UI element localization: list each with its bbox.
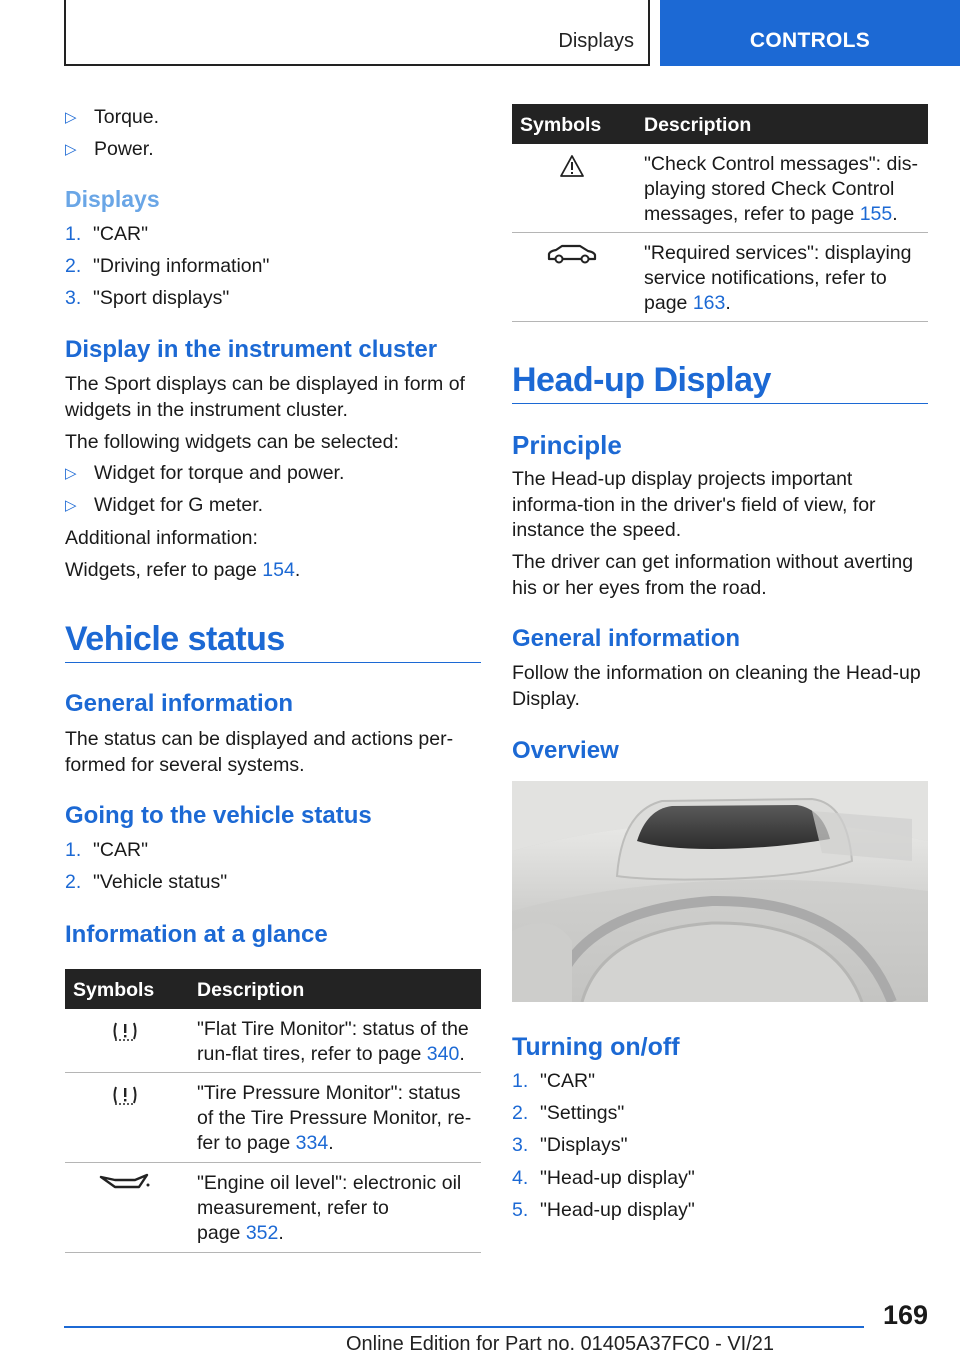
- table-header: [512, 104, 928, 144]
- table-header: [65, 969, 481, 1009]
- list-item: ▷ Power.: [65, 138, 154, 160]
- section-title: Displays: [558, 30, 634, 52]
- principle-paragraph: The Head-up display projects important informa-tion in the driver's field of view, for instance the speed.: [512, 468, 876, 541]
- footer-rule: [64, 1326, 864, 1328]
- list-item: 1. "CAR": [65, 223, 149, 245]
- table-row: [512, 144, 928, 233]
- symbols-table: [512, 104, 928, 322]
- going-heading: Going to the vehicle status: [65, 802, 372, 829]
- service-car-icon: [512, 243, 632, 270]
- bullet-triangle-icon: ▷: [65, 109, 77, 126]
- cluster-heading: Display in the instrument cluster: [65, 336, 438, 363]
- cluster-paragraph: The following widgets can be selected:: [65, 431, 399, 453]
- table-row: [65, 1163, 481, 1253]
- list-item: 2. "Vehicle status": [65, 871, 228, 893]
- bullet-triangle-icon: ▷: [65, 497, 77, 514]
- cluster-paragraph: The Sport displays can be displayed in form of widgets in the instrument cluster.: [65, 373, 465, 421]
- col-symbols: Symbols: [73, 979, 155, 1001]
- col-symbols: Symbols: [520, 114, 602, 136]
- row-description: "Required services": displaying service notifications, refer to page 163.: [644, 242, 912, 314]
- list-item: 3. "Sport displays": [65, 287, 230, 309]
- page-link[interactable]: 340: [426, 1043, 460, 1065]
- list-item: 2. "Driving information": [65, 255, 270, 277]
- engine-oil-can-icon: [65, 1171, 185, 1198]
- table-row: [512, 233, 928, 322]
- symbols-table: [65, 969, 481, 1253]
- edition-note: Online Edition for Part no. 01405A37FC0 - VI/21: [345, 1333, 775, 1355]
- principle-heading: Principle: [512, 430, 622, 460]
- col-description: Description: [644, 114, 752, 136]
- list-item: 3. "Displays": [512, 1134, 628, 1156]
- page-link[interactable]: 352: [245, 1222, 279, 1244]
- additional-info-label: Additional information:: [65, 527, 258, 549]
- list-item: 5. "Head-up display": [512, 1199, 695, 1221]
- general-info-paragraph: The status can be displayed and actions per-formed for several systems.: [65, 728, 454, 776]
- list-item: ▷ Widget for torque and power.: [65, 462, 345, 484]
- list-item: 1. "CAR": [512, 1070, 596, 1092]
- heading-rule: [512, 403, 928, 404]
- heading-rule: [65, 662, 481, 663]
- list-item: ▷ Widget for G meter.: [65, 494, 264, 516]
- list-item: 4. "Head-up display": [512, 1167, 695, 1189]
- list-item: 1. "CAR": [65, 839, 149, 861]
- list-item: ▷ Torque.: [65, 106, 160, 128]
- col-description: Description: [197, 979, 305, 1001]
- page-link[interactable]: 163: [692, 292, 726, 314]
- general-info-heading: General information: [65, 690, 294, 717]
- table-row: [65, 1009, 481, 1073]
- glance-heading: Information at a glance: [65, 921, 328, 948]
- row-description: "Engine oil level": electronic oil measurement, refer to page 352.: [197, 1172, 462, 1244]
- bullet-triangle-icon: ▷: [65, 465, 77, 482]
- page-link[interactable]: 334: [295, 1132, 329, 1154]
- overview-heading: Overview: [512, 737, 619, 764]
- page-link[interactable]: 154: [262, 559, 295, 581]
- header-frame: [64, 0, 650, 66]
- row-description: "Check Control messages": dis- playing stored Check Control messages, refer to page 155.: [644, 153, 918, 225]
- vehicle-status-heading: Vehicle status: [65, 620, 285, 658]
- row-description: "Flat Tire Monitor": status of the run-flat tires, refer to page 340.: [197, 1018, 469, 1065]
- principle-paragraph: The driver can get information without averting his or her eyes from the road.: [512, 551, 914, 599]
- hud-heading: Head-up Display: [512, 361, 771, 399]
- chapter-tab-label: CONTROLS: [749, 29, 871, 52]
- table-row: [65, 1073, 481, 1163]
- warning-triangle-icon: [512, 154, 632, 183]
- flat-tire-warning-icon: [65, 1019, 185, 1048]
- page-link[interactable]: 155: [859, 203, 893, 225]
- general-info-paragraph: Follow the information on cleaning the Head-up Display.: [512, 662, 921, 710]
- head-up-display-photo: [512, 781, 928, 1002]
- list-item: 2. "Settings": [512, 1102, 625, 1124]
- turning-heading: Turning on/off: [512, 1033, 680, 1061]
- displays-heading: Displays: [65, 186, 160, 212]
- tire-pressure-warning-icon: [65, 1083, 185, 1112]
- widgets-reference: Widgets, refer to page 154.: [65, 559, 301, 581]
- page-number: 169: [882, 1300, 928, 1330]
- row-description: "Tire Pressure Monitor": status of the Tire Pressure Monitor, re- fer to page 334.: [197, 1082, 472, 1154]
- chapter-tab[interactable]: [660, 0, 960, 66]
- bullet-triangle-icon: ▷: [65, 141, 77, 158]
- general-info-heading: General information: [512, 625, 741, 652]
